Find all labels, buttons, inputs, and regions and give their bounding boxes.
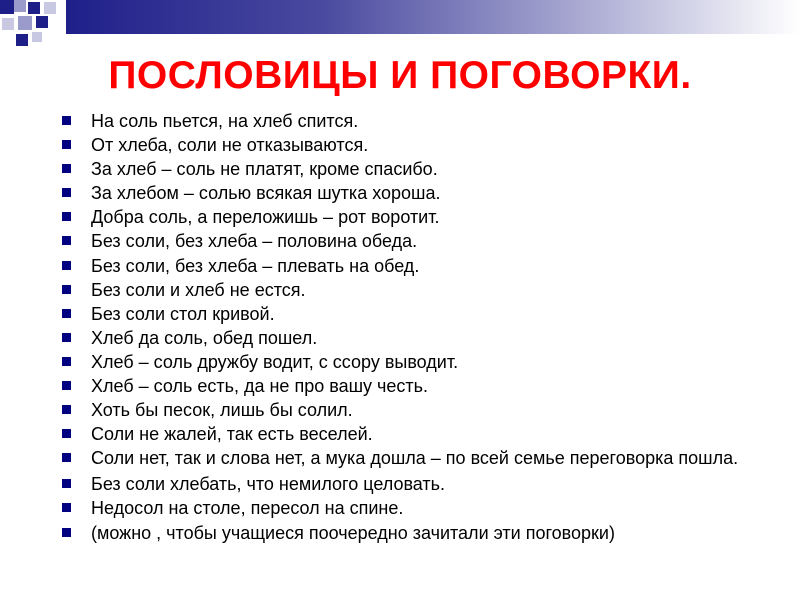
bullet-square-icon — [62, 381, 71, 390]
list-item — [58, 280, 758, 300]
list-item — [58, 111, 758, 131]
bullet-square-icon — [62, 261, 71, 270]
bullet-square-icon — [62, 188, 71, 197]
bullet-square-icon — [62, 309, 71, 318]
bullet-square-icon — [62, 405, 71, 414]
bullet-square-icon — [62, 236, 71, 245]
list-item-text: Хоть бы песок, лишь бы солил. — [91, 400, 353, 421]
list-item-text: Без соли и хлеб не естся. — [91, 279, 306, 300]
list-item — [58, 207, 758, 227]
slide-title: ПОСЛОВИЦЫ И ПОГОВОРКИ. — [108, 54, 692, 97]
list-item-text: Соли нет, так и слова нет, а мука дошла – по всей семье переговорка пошла. — [91, 448, 739, 469]
list-item — [58, 474, 758, 494]
bullet-square-icon — [62, 212, 71, 221]
list-item-text: Недосол на столе, пересол на спине. — [91, 498, 404, 519]
bullet-square-icon — [62, 429, 71, 438]
list-item-text: От хлеба, соли не отказываются. — [91, 135, 369, 156]
bullet-square-icon — [62, 285, 71, 294]
bullet-square-icon — [62, 333, 71, 342]
list-item — [58, 231, 758, 251]
list-item — [58, 183, 758, 203]
list-item-text: Без соли, без хлеба – плевать на обед. — [91, 255, 420, 276]
list-item — [58, 352, 758, 372]
list-item — [58, 400, 758, 420]
bullet-square-icon — [62, 140, 71, 149]
proverbs-list — [58, 111, 758, 547]
list-item — [58, 424, 758, 444]
list-item-text: На соль пьется, на хлеб спится. — [91, 111, 359, 131]
list-item — [58, 256, 758, 276]
list-item-text: Добра соль, а переложишь – рот воротит. — [91, 207, 440, 228]
bullet-square-icon — [62, 453, 71, 462]
list-item — [58, 135, 758, 155]
bullet-square-icon — [62, 164, 71, 173]
bullet-square-icon — [62, 503, 71, 512]
bullet-square-icon — [62, 357, 71, 366]
list-item-text: (можно , чтобы учащиеся поочередно зачитали эти поговорки) — [91, 522, 615, 543]
list-item-text: Хлеб – соль есть, да не про вашу честь. — [91, 376, 429, 397]
header-decoration — [0, 0, 800, 50]
header-gradient-band — [66, 0, 800, 34]
list-item — [58, 448, 758, 468]
list-item-text: Хлеб – соль дружбу водит, с ссору выводит. — [91, 351, 459, 372]
list-item-text: За хлеб – соль не платят, кроме спасибо. — [91, 159, 438, 180]
list-item-text: За хлебом – солью всякая шутка хороша. — [91, 183, 441, 204]
list-item-text: Без соли хлебать, что немилого целовать. — [91, 474, 446, 495]
corner-squares-pattern — [0, 0, 56, 46]
list-item — [58, 376, 758, 396]
bullet-square-icon — [62, 116, 71, 125]
list-item — [58, 159, 758, 179]
list-item-text: Соли не жалей, так есть веселей. — [91, 424, 373, 445]
bullet-square-icon — [62, 528, 71, 537]
list-item — [58, 304, 758, 324]
list-item — [58, 328, 758, 348]
list-item-text: Хлеб да соль, обед пошел. — [91, 327, 318, 348]
list-item — [58, 523, 758, 543]
bullet-square-icon — [62, 479, 71, 488]
list-item — [58, 498, 758, 518]
list-item-text: Без соли стол кривой. — [91, 303, 275, 324]
list-item-text: Без соли, без хлеба – половина обеда. — [91, 231, 418, 252]
